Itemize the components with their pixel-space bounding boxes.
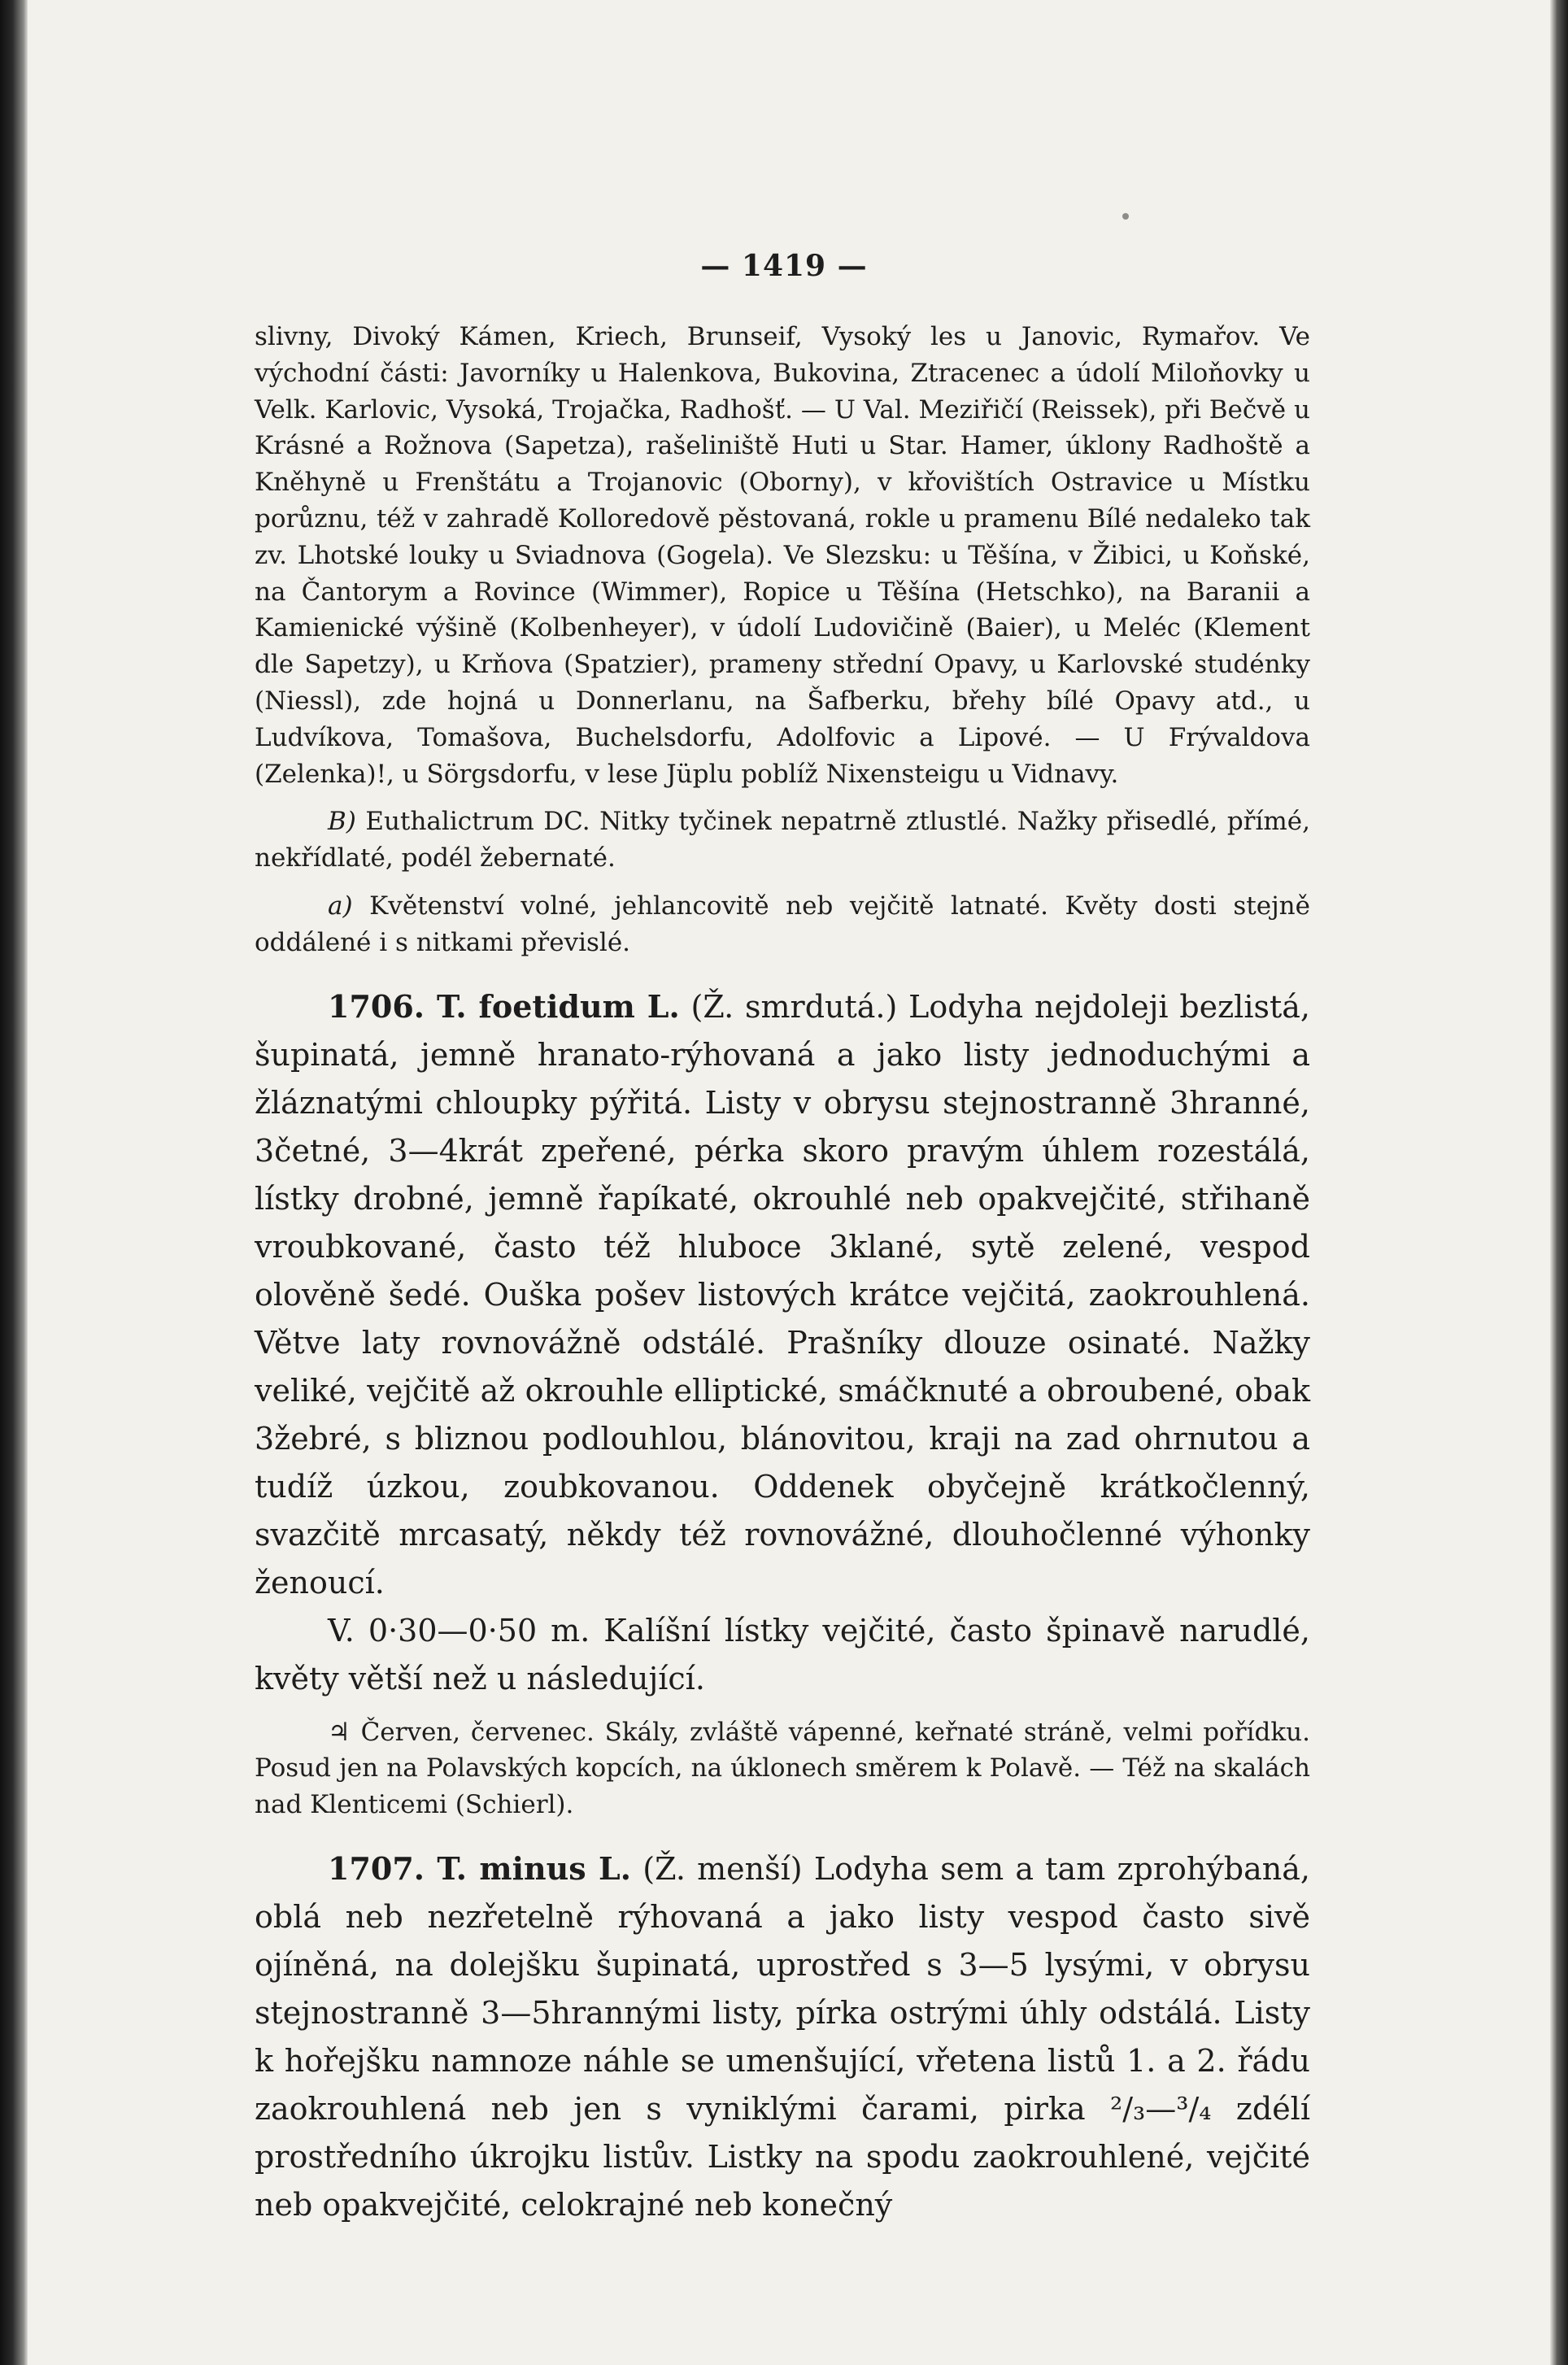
paragraph-localities: slivny, Divoký Kámen, Kriech, Brunseif, Vysoký les u Janovic, Rymařov. Ve východní části: Javorníky u Halenkova, Bukovina, Ztracenec a údolí Miloňovky u Velk. Karlovic, Vysoká, Trojačka, Radhošť. — U Val. Meziřičí (Reissek), při Bečvě u Krásné a Rožnova (Sapetza), rašeliniště Huti u Star. Hamer, úklony Radhoště a Kněhyně u Frenštátu a Trojanovic (Oborny), v křovištích Ostravice u Místku porůznu, též v zahradě Kolloredově pěstovaná, rokle u pramenu Bílé nedaleko tak zv. Lhotské louky u Sviadnova (Gogela). Ve Slezsku: u Těšína, v Žibici, u Koňské, na Čantorym a Rovince (Wimmer), Ropice u Těšína (Hetschko), na Baranii a Kamienické výšině (Kolbenheyer), v údolí Ludovičině (Baier), u Meléc (Klement dle Sapetzy), u Krňova (Spatzier), prameny střední Opavy, u Karlovské studénky (Niessl), zde hojná u Donnerlanu, na Šafberku, břehy bílé Opavy atd., u Ludvíkova, Tomašova, Buchelsdorfu, Adolfovic a Lipové. — U Frývaldova (Zelenka)!, u Sörgsdorfu, v lese Jüplu poblíž Nixensteigu u Vidnavy.	[255, 322, 1310, 789]
page-number: — 1419 —	[700, 249, 868, 283]
species-1706-habitat: ♃ Červen, červenec. Skály, zvláště vápenné, keřnaté stráně, velmi pořídku. Posud jen na Polavských kopcích, na úklonech směrem k Polavě. — Též na skalách nad Klenticemi (Schierl).	[255, 1717, 1310, 1820]
species-entry-1706	[255, 982, 1310, 1607]
subsection-a-label: a)	[328, 891, 353, 921]
section-b-text: Euthalictrum DC. Nitky tyčinek nepatrně ztlustlé. Nažky přisedlé, přímé, nekřídlaté, podél žebernaté.	[255, 807, 1310, 873]
paper-spot	[1122, 213, 1129, 220]
species-1707-description: (Ž. menší) Lodyha sem a tam zprohýbaná, oblá neb nezřetelně rýhovaná a jako listy vespod často sivě ojíněná, na dolejšku šupinatá, uprostřed s 3—5 lysými, v obrysu stejnostranně 3—5hrannými listy, pírka ostrými úhly odstálá. Listy k hořejšku namnoze náhle se umenšující, vřetena listů 1. a 2. řádu zaokrouhlená neb jen s vyniklými čarami, pirka ²/₃—³/₄ zdélí prostředního úkrojku listův. Listky na spodu zaokrouhlené, vejčité neb opakvejčité, celokrajné neb konečný	[255, 1850, 1311, 2223]
scan-edge-right	[1550, 0, 1568, 2365]
paragraph-subsection-a	[255, 888, 1310, 961]
species-entry-1707	[255, 1845, 1310, 2229]
subsection-a-text: Květenství volné, jehlancovitě neb vejčitě latnaté. Květy dosti stejně oddálené i s nitkami převislé.	[255, 891, 1310, 957]
scan-edge-left	[0, 0, 28, 2365]
species-1706-description: (Ž. smrdutá.) Lodyha nejdoleji bezlistá, šupinatá, jemně hranato-rýhovaná a jako listy jednoduchými a žláznatými chloupky pýřitá. Listy v obrysu stejnostranně 3hranné, 3četné, 3—4krát zpeřené, pérka skoro pravým úhlem rozestálá, lístky drobné, jemně řapíkaté, okrouhlé neb opakvejčité, střihaně vroubkované, často též hluboce 3klané, sytě zelené, vespod olověně šedé. Ouška pošev listových krátce vejčitá, zaokrouhlená. Větve laty rovnovážně odstálé. Prašníky dlouze osinaté. Nažky veliké, vejčitě až okrouhle elliptické, smáčknuté a obroubené, obak 3žebré, s bliznou podlouhlou, blánovitou, kraji na zad ohrnutou a tudíž úzkou, zoubkovanou. Oddenek obyčejně krátkočlenný, svazčitě mrcasatý, někdy též rovnovážné, dlouhočlenné výhonky ženoucí.	[255, 988, 1310, 1601]
species-1707-heading: 1707. T. minus L.	[328, 1849, 632, 1887]
text-column	[255, 319, 1310, 2229]
section-b-label: B)	[328, 807, 356, 837]
paragraph-section-b	[255, 804, 1310, 877]
species-1706-size: V. 0·30—0·50 m. Kalíšní lístky vejčité, často špinavě narudlé, květy větší než u následující.	[255, 1612, 1310, 1696]
species-1706-heading: 1706. T. foetidum L.	[328, 987, 680, 1025]
